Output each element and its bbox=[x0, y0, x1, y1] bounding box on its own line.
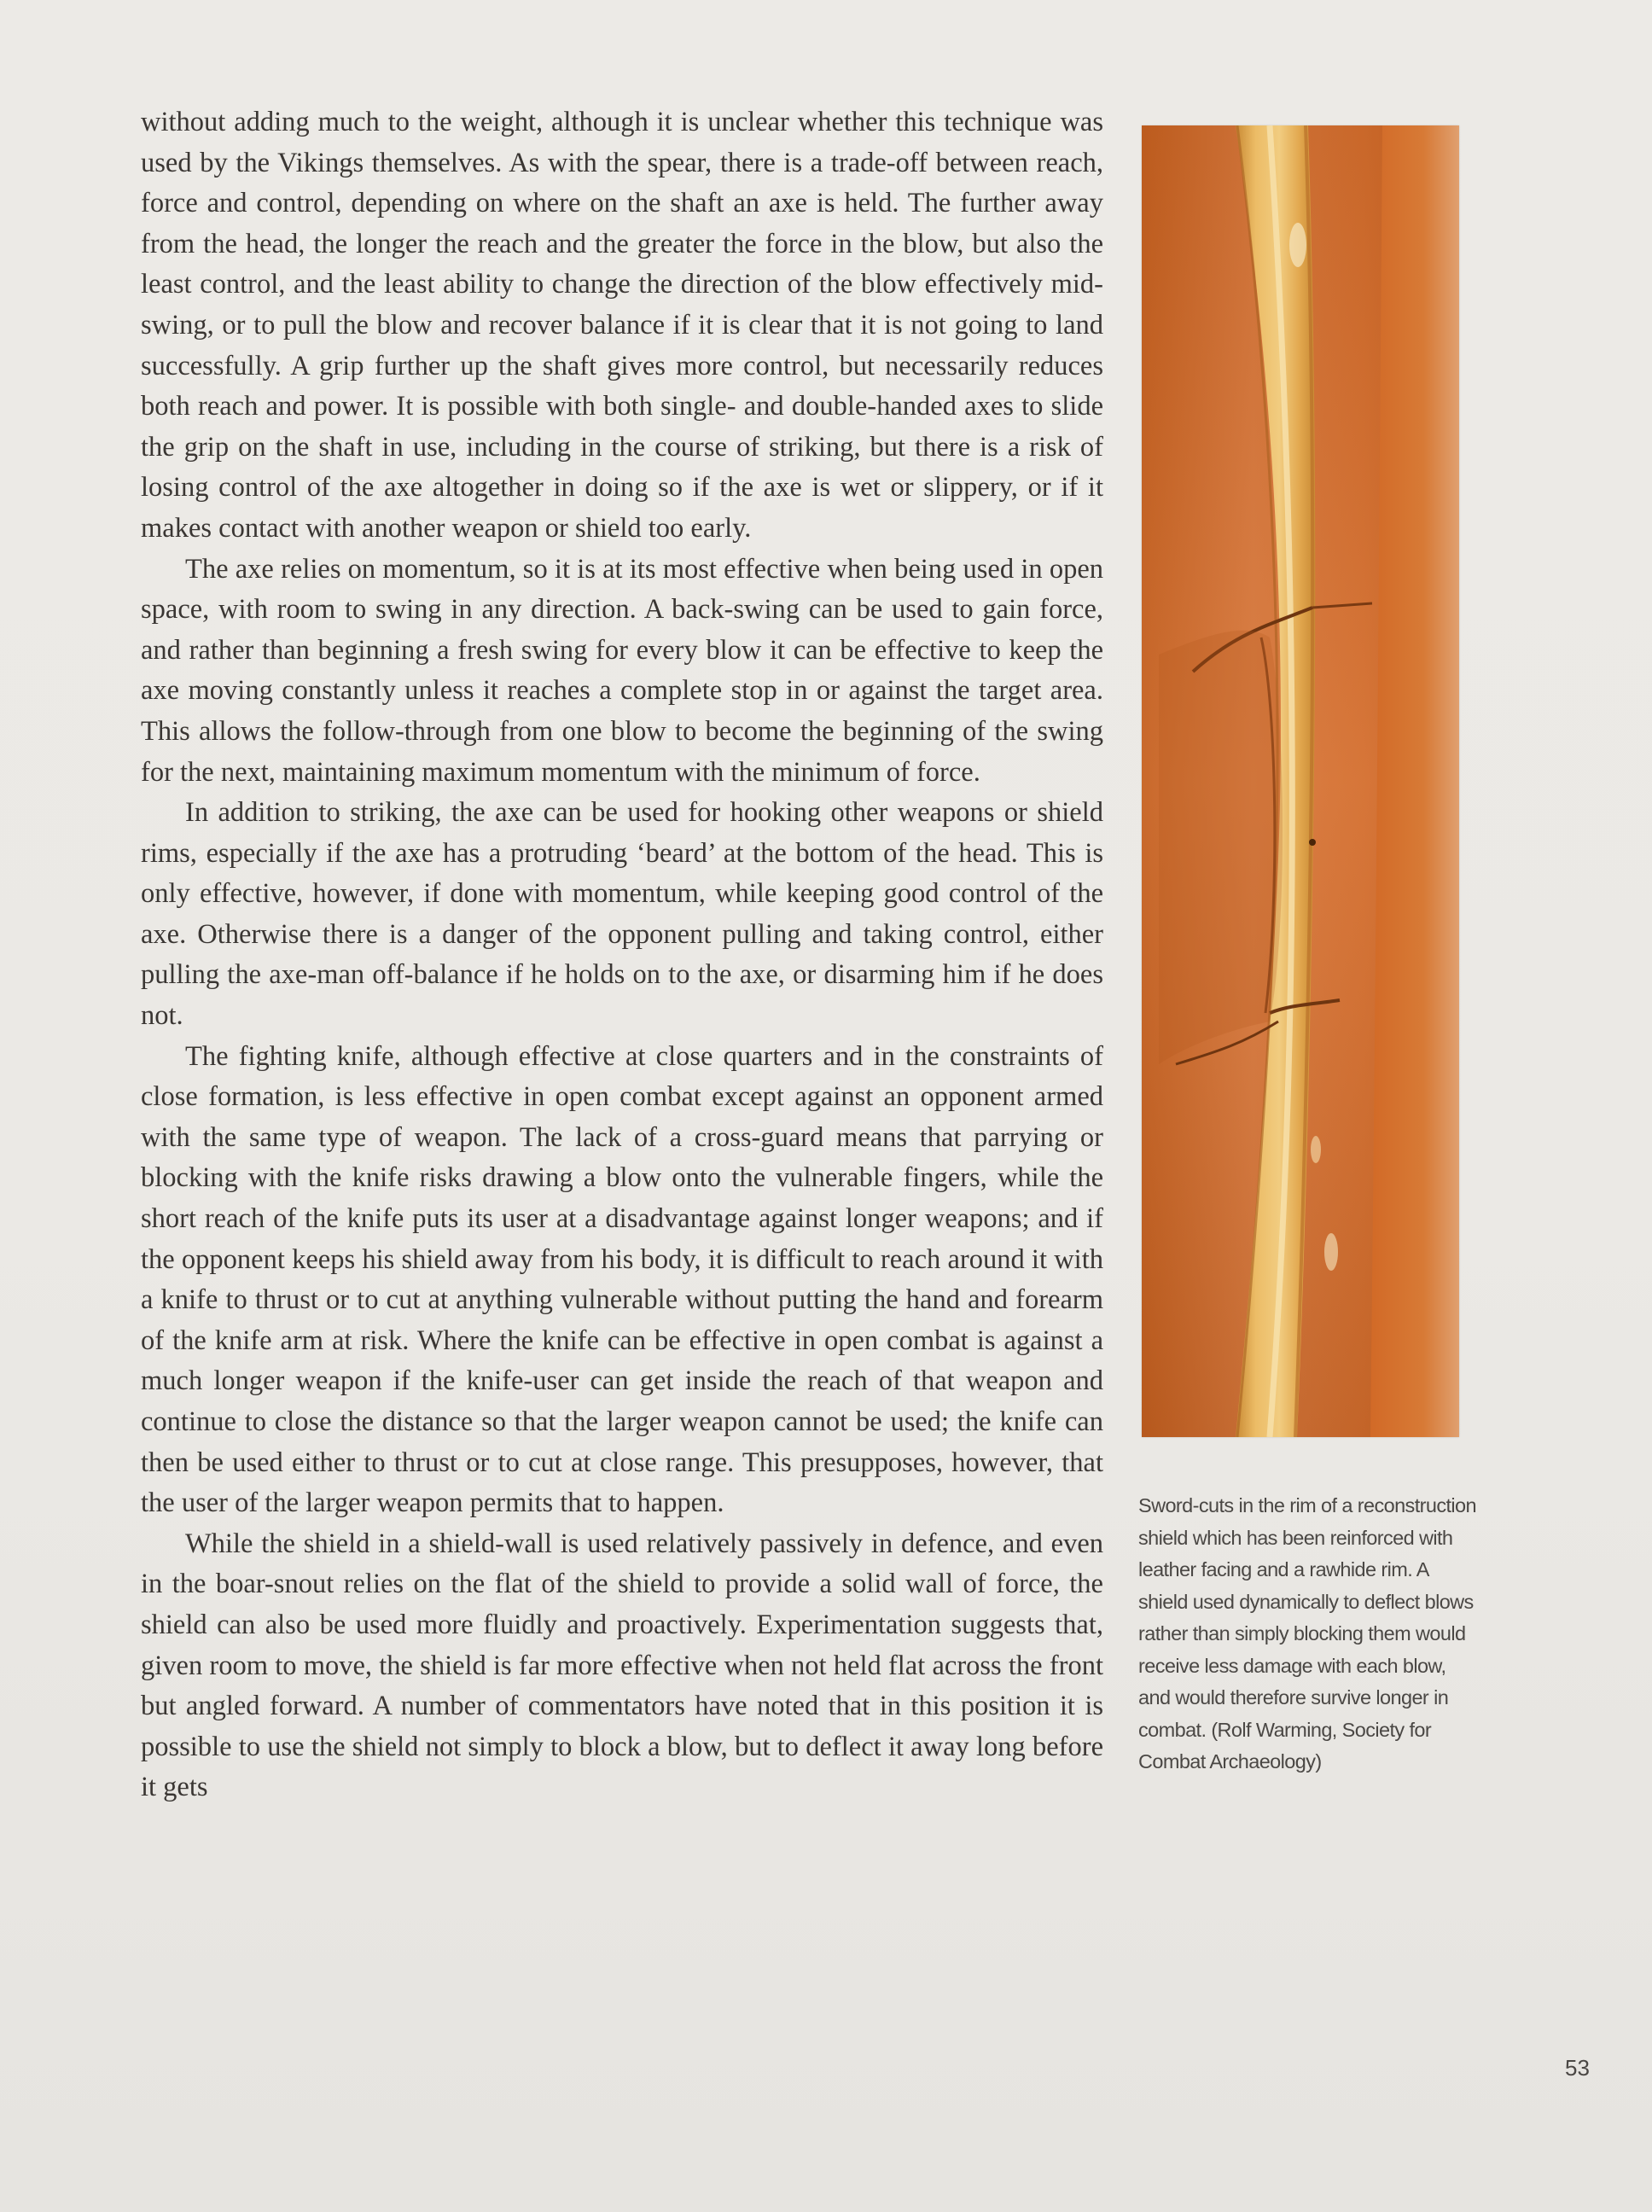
paragraph-4: The fighting knife, although effective at close quarters and in the constraints of close formation, is less effective in open combat except against an opponent armed with the same type of weapon. The lack of a cross-guard means that parrying or blocking with the knife risks drawing a blow onto the vulnerable fingers, while the short reach of the knife puts its user at a disadvantage against longer weapons; and if the opponent keeps his shield away from his body, it is difficult to reach around it with a knife to thrust or to cut at anything vulnerable without putting the hand and forearm of the knife arm at risk. Where the knife can be effective in open combat is against a much longer weapon if the knife-user can get inside the reach of that weapon and continue to close the distance so that the larger weapon cannot be used; the knife can then be used either to thrust or to cut at close range. This presupposes, however, that the user of the larger weapon permits that to happen. bbox=[141, 1040, 1103, 1519]
paragraph-1: without adding much to the weight, although it is unclear whether this technique was used by the Vikings themselves. As with the spear, there is a trade-off between reach, force and control, depending on where on the shaft an axe is held. The further away from the head, the longer the reach and the greater the force in the blow, but also the least control, and the least ability to change the direction of the blow effectively mid-swing, or to pull the blow and recover balance if it is clear that it is not going to land successfully. A grip further up the shaft gives more control, but necessarily reduces both reach and power. It is possible with both single- and double-handed axes to slide the grip on the shaft in use, including in the course of striking, but there is a risk of losing control of the axe altogether in doing so if the axe is wet or slippery, or if it makes contact with another weapon or shield too early. bbox=[141, 107, 1103, 544]
page-number: 53 bbox=[1565, 2055, 1590, 2081]
figure-caption: Sword-cuts in the rim of a reconstruction shield which has been reinforced with leather facing and a rawhide rim. A shield used dynamically to deflect blows rather than simply blocking them would receive less damage with each blow, and would therefore survive longer in combat. (Rolf Warming, Society for Combat Archaeology) bbox=[1138, 1494, 1476, 1773]
paragraph-5: While the shield in a shield-wall is used relatively passively in defence, and even in the boar-snout relies on the flat of the shield to provide a solid wall of force, the shield can also be used more fluidly and proactively. Experimentation suggests that, given room to move, the shield is far more effective when not held flat across the front but angled forward. A number of commentators have noted that in this position it is possible to use the shield not simply to block a blow, but to deflect it away long before it gets bbox=[141, 1528, 1103, 1803]
body-text bbox=[141, 102, 1103, 1808]
paragraph-3: In addition to striking, the axe can be used for hooking other weapons or shield rims, especially if the axe has a protruding ‘beard’ at the bottom of the head. This is only effective, however, if done with momentum, while keeping good control of the axe. Otherwise there is a danger of the opponent pulling and taking control, either pulling the axe-man off-balance if he holds on to the axe, or disarming him if he does not. bbox=[141, 797, 1103, 1032]
shield-rim-photo bbox=[1142, 125, 1459, 1437]
paragraph-2: The axe relies on momentum, so it is at its most effective when being used in open space, with room to swing in any direction. A back-swing can be used to gain force, and rather than beginning a fresh swing for every blow it can be effective to keep the axe moving constantly unless it reaches a complete stop in or against the target area. This allows the follow-through from one blow to become the beginning of the swing for the next, maintaining maximum momentum with the minimum of force. bbox=[141, 553, 1103, 788]
